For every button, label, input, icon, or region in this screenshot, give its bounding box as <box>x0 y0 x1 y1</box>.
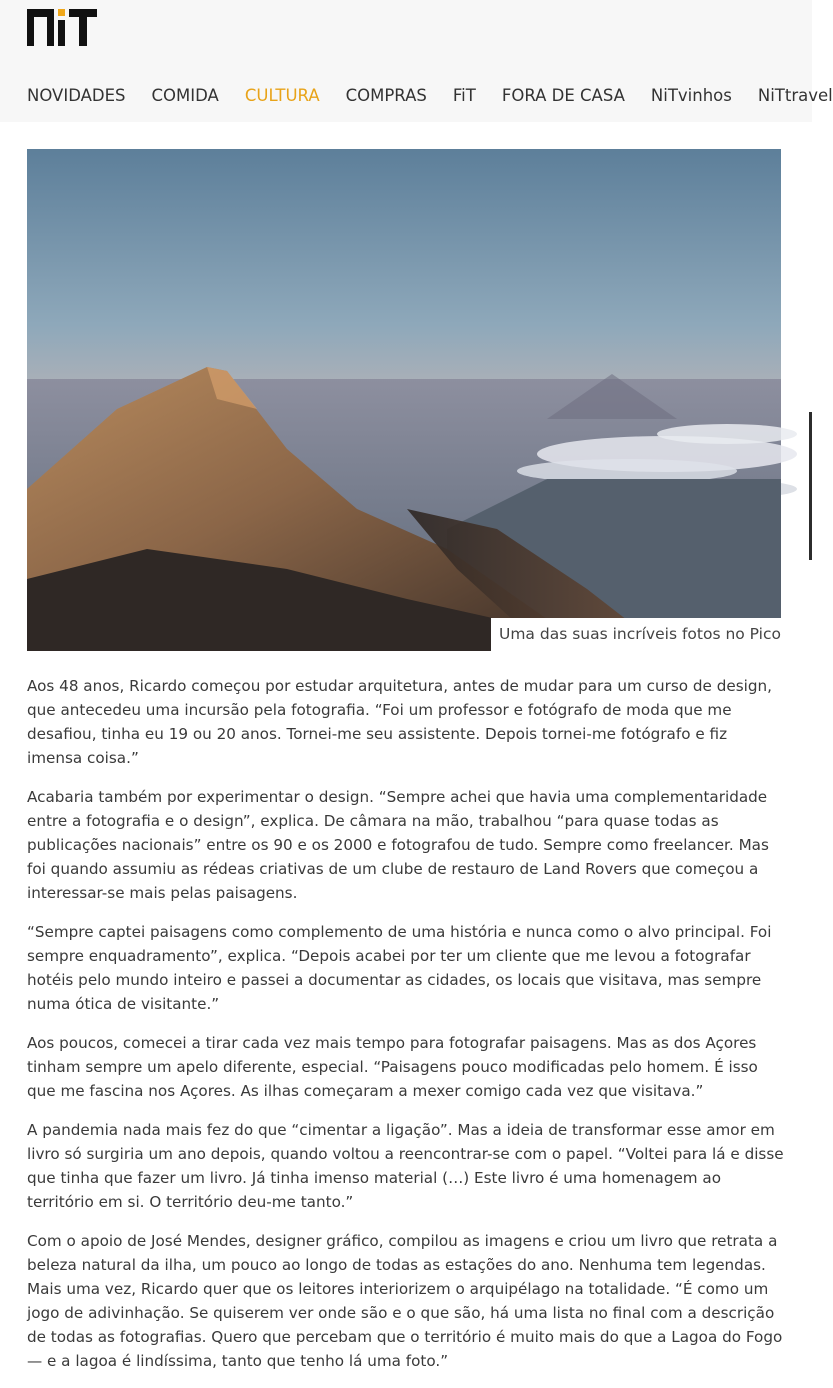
site-header <box>0 0 833 122</box>
nav-comida[interactable]: COMIDA <box>151 86 219 105</box>
nav-novidades[interactable]: NOVIDADES <box>27 86 126 105</box>
main-nav <box>27 84 833 108</box>
hero-photo <box>27 149 781 651</box>
article-paragraph: Aos 48 anos, Ricardo começou por estudar arquitetura, antes de mudar para um curso de design, que antecedeu uma incursão pela fotografia. “Foi um professor e fotógrafo de moda que me desafiou, tinha eu 19 ou 20 anos. Tornei-me seu assistente. Depois tornei-me fotógrafo e fiz imensa coisa.” <box>27 677 772 767</box>
scroll-edge-marker <box>809 412 812 560</box>
pico-mountain-image <box>27 149 781 651</box>
nav-fit[interactable]: FiT <box>452 86 476 105</box>
article-paragraph: Acabaria também por experimentar o design. “Sempre achei que havia uma complementaridade entre a fotografia e o design”, explica. De câmara na mão, trabalhou “para quase todas as publicações nacionais” entre os 90 e os 2000 e fotografou de tudo. Sempre como freelancer. Mas foi quando assumiu as rédeas criativas de um clube de restauro de Land Rovers que começou a interessar-se mais pelas paisagens. <box>27 788 769 902</box>
article-paragraph: A pandemia nada mais fez do que “cimentar a ligação”. Mas a ideia de transformar esse amor em livro só surgiria um ano depois, quando voltou a reencontrar-se com o papel. “Voltei para lá e disse que tinha que fazer um livro. Já tinha imenso material (…) Este livro é uma homenagem ao território em si. O território deu-me tanto.” <box>27 1121 784 1211</box>
nav-compras[interactable]: COMPRAS <box>345 86 427 105</box>
article-body <box>27 674 787 1388</box>
nav-fora-de-casa[interactable]: FORA DE CASA <box>501 86 625 105</box>
photo-caption: Uma das suas incríveis fotos no Pico <box>491 618 781 651</box>
nav-nitvinhos[interactable]: NiTvinhos <box>650 86 732 105</box>
nav-cultura[interactable]: CULTURA <box>244 86 320 105</box>
nav-nittravel[interactable]: NiTtravel <box>757 86 833 105</box>
article-paragraph: Aos poucos, comecei a tirar cada vez mais tempo para fotografar paisagens. Mas as dos Açores tinham sempre um apelo diferente, especial. “Paisagens pouco modificadas pelo homem. É isso que me fascina nos Açores. As ilhas começaram a mexer comigo cada vez que visitava.” <box>27 1034 758 1100</box>
article-paragraph: “Sempre captei paisagens como complemento de uma história e nunca como o alvo principal. Foi sempre enquadramento”, explica. “Depois acabei por ter um cliente que me levou a fotografar hotéis pelo mundo inteiro e passei a documentar as cidades, os locais que visitava, mas sempre numa ótica de visitante.” <box>27 923 772 1013</box>
nit-logo[interactable] <box>27 9 97 46</box>
article-paragraph: Com o apoio de José Mendes, designer gráfico, compilou as imagens e criou um livro que retrata a beleza natural da ilha, um pouco ao longo de todas as estações do ano. Nenhuma tem legendas. Mais uma vez, Ricardo quer que os leitores interiorizem o arquipélago na totalidade. “É como um jogo de adivinhação. Se quiserem ver onde são e o que são, há uma lista no final com a descrição de todas as fotografias. Quero que percebam que o território é muito mais do que a Lagoa do Fogo — e a lagoa é lindíssima, tanto que tenho lá uma foto.” <box>27 1232 783 1370</box>
